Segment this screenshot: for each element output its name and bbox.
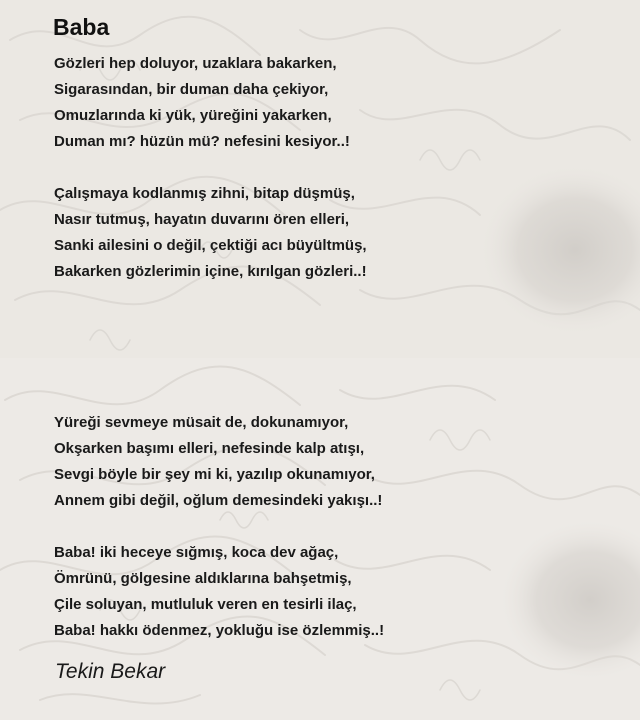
poem-line: Okşarken başımı elleri, nefesinde kalp atışı, <box>54 440 365 457</box>
poem-line: Sevgi böyle bir şey mi ki, yazılıp okunamıyor, <box>54 466 375 483</box>
poem-author: Tekin Bekar <box>55 660 166 683</box>
poem-line: Çalışmaya kodlanmış zihni, bitap düşmüş, <box>54 185 355 202</box>
poem-line: Baba! hakkı ödenmez, yokluğu ise özlemmiş..! <box>54 622 385 639</box>
poem-title: Baba <box>53 14 110 40</box>
stanza-2 <box>54 181 367 285</box>
poem-line: Sanki ailesini o değil, çektiği acı büyültmüş, <box>54 237 367 254</box>
poem-line: Yüreği sevmeye müsait de, dokunamıyor, <box>54 414 349 431</box>
poem-line: Baba! iki heceye sığmış, koca dev ağaç, <box>54 544 339 561</box>
poem-line: Gözleri hep doluyor, uzaklara bakarken, <box>54 55 337 72</box>
poem-line: Duman mı? hüzün mü? nefesini kesiyor..! <box>54 133 350 150</box>
stanza-1 <box>54 51 350 155</box>
stanza-3 <box>54 410 382 514</box>
poem-line: Annem gibi değil, oğlum demesindeki yakışı..! <box>54 492 383 509</box>
poem-line: Omuzlarında ki yük, yüreğini yakarken, <box>54 107 332 124</box>
poem-line: Bakarken gözlerimin içine, kırılgan gözleri..! <box>54 263 367 280</box>
poem-line: Çile soluyan, mutluluk veren en tesirli ilaç, <box>54 596 357 613</box>
poem-line: Sigarasından, bir duman daha çekiyor, <box>54 81 329 98</box>
poem-line: Ömrünü, gölgesine aldıklarına bahşetmiş, <box>54 570 352 587</box>
poem-line: Nasır tutmuş, hayatın duvarını ören elleri, <box>54 211 350 228</box>
stanza-4 <box>54 540 384 644</box>
